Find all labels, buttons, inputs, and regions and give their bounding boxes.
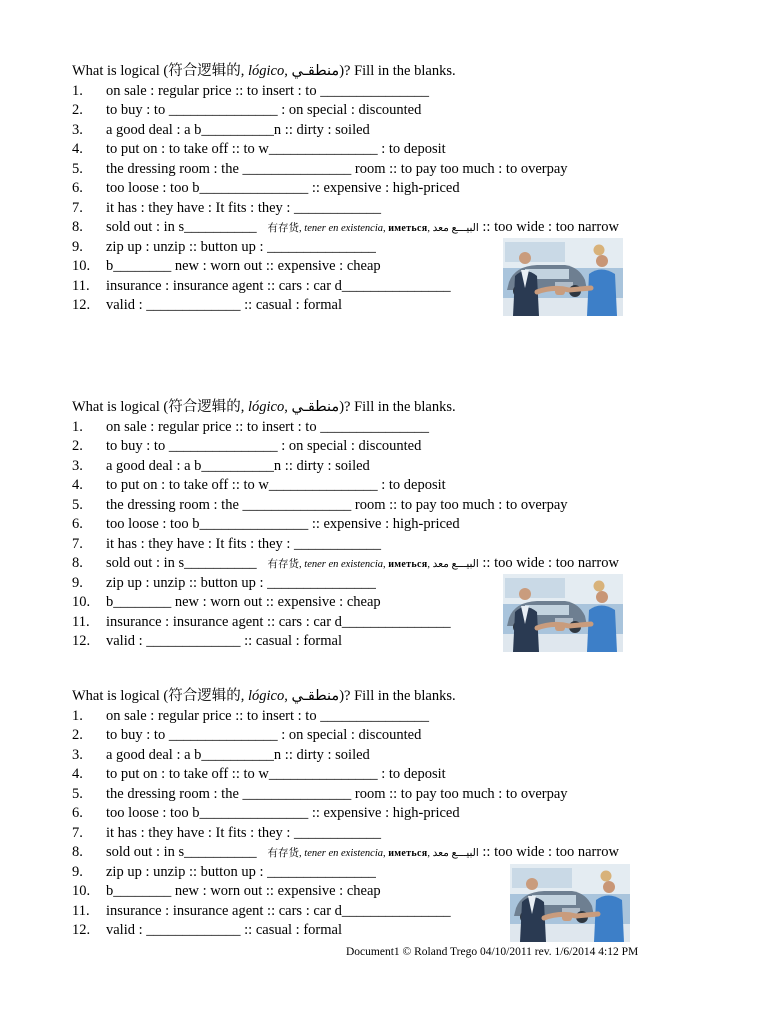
item-text: valid : _____________ :: casual : formal: [106, 922, 342, 938]
exercise-item-5: [72, 160, 712, 180]
item-number: 2.: [72, 727, 83, 743]
item-text: on sale : regular price :: to insert : to _______________: [106, 418, 429, 435]
item-text: on sale : regular price :: to insert : to _______________: [106, 82, 429, 99]
item-number: 4.: [72, 141, 83, 157]
item-text: b________ new : worn out :: expensive : cheap: [106, 258, 381, 274]
title-instruction: )? Fill in the blanks.: [339, 63, 456, 79]
exercise-item-7: [72, 824, 712, 844]
item-number: 9.: [72, 238, 83, 255]
item-number: 5.: [72, 496, 83, 513]
item-number: 12.: [72, 922, 91, 938]
item-text: on sale : regular price :: to insert : to _______________: [106, 707, 429, 724]
item-number: 7.: [72, 535, 83, 552]
item-number: 9.: [72, 863, 83, 880]
item-text: valid : _____________ :: casual : formal: [106, 633, 342, 649]
item-8-prompt: sold out : in s__________: [106, 219, 257, 235]
item-text: the dressing room : the _______________ room :: to pay too much : to overpay: [106, 160, 568, 177]
exercise-item-5: [72, 785, 712, 805]
item-text: a good deal : a b__________n :: dirty : soiled: [106, 746, 370, 763]
item-text: zip up : unzip :: button up : _______________: [106, 238, 376, 255]
item-8-russian-hint: иметься: [388, 559, 428, 570]
item-8-prompt: sold out : in s__________: [106, 555, 257, 571]
item-number: 6.: [72, 516, 83, 532]
title-chinese: 符合逻辑的: [168, 399, 241, 415]
exercise-item-3: [72, 746, 712, 766]
item-text: a good deal : a b__________n :: dirty : soiled: [106, 121, 370, 138]
item-text: too loose : too b_______________ :: expensive : high-priced: [106, 180, 460, 196]
item-number: 2.: [72, 438, 83, 454]
item-text: b________ new : worn out :: expensive : cheap: [106, 594, 381, 610]
item-number: 5.: [72, 160, 83, 177]
exercise-item-6: [72, 179, 712, 199]
worksheet-title: [72, 398, 712, 418]
item-8-russian-hint: иметься: [388, 223, 428, 234]
item-8-arabic-hint: البيـــع معد: [432, 223, 479, 234]
item-number: 4.: [72, 766, 83, 782]
item-8-chinese-hint: 有存货: [267, 223, 300, 234]
title-chinese: 符合逻辑的: [168, 63, 241, 79]
title-text: What is logical (: [72, 399, 169, 415]
title-text: What is logical (: [72, 63, 169, 79]
exercise-item-6: [72, 515, 712, 535]
item-number: 12.: [72, 633, 91, 649]
title-arabic: منطقـي: [291, 399, 340, 415]
item-number: 2.: [72, 102, 83, 118]
exercise-item-5: [72, 496, 712, 516]
item-text: to put on : to take off :: to w_______________ : to deposit: [106, 766, 446, 782]
document-footer: Document1 © Roland Trego 04/10/2011 rev. 1/6/2014 4:12 PM: [346, 946, 639, 958]
item-8-russian-hint: иметься: [388, 848, 428, 859]
item-8-analogy: :: too wide : too narrow: [482, 219, 619, 235]
item-8-analogy: :: too wide : too narrow: [482, 844, 619, 860]
item-text: to buy : to _______________ : on special : discounted: [106, 102, 422, 118]
item-text: b________ new : worn out :: expensive : cheap: [106, 883, 381, 899]
worksheet-title: [72, 687, 712, 707]
exercise-item-8: [72, 218, 712, 238]
exercise-item-4: [72, 765, 712, 785]
item-number: 5.: [72, 785, 83, 802]
item-text: zip up : unzip :: button up : _______________: [106, 574, 376, 591]
item-text: it has : they have : It fits : they : ____________: [106, 199, 382, 216]
worksheet-title: [72, 62, 712, 82]
car-dealership-photo: [503, 574, 623, 652]
car-dealership-photo: [510, 864, 630, 942]
title-separator: ,: [284, 399, 292, 415]
item-8-chinese-hint: 有存货: [267, 848, 300, 859]
item-number: 8.: [72, 555, 83, 571]
item-number: 7.: [72, 199, 83, 216]
item-number: 1.: [72, 82, 83, 99]
item-number: 10.: [72, 258, 91, 274]
item-8-arabic-hint: البيـــع معد: [432, 559, 479, 570]
item-text: sold out : in s__________ 有存货, tener en existencia, иметься, البيـــع معد :: too wide : too narrow: [106, 219, 619, 235]
item-text: insurance : insurance agent :: cars : car d_______________: [106, 902, 451, 919]
item-text: to buy : to _______________ : on special : discounted: [106, 727, 422, 743]
title-separator: ,: [284, 63, 292, 79]
title-separator: ,: [240, 63, 248, 79]
exercise-item-8: [72, 843, 712, 863]
title-spanish: lógico: [247, 399, 285, 415]
item-8-spanish-hint: tener en existencia: [304, 223, 383, 234]
item-number: 3.: [72, 121, 83, 138]
exercise-item-4: [72, 476, 712, 496]
item-8-chinese-hint: 有存货: [267, 559, 300, 570]
exercise-item-3: [72, 457, 712, 477]
item-number: 6.: [72, 180, 83, 196]
exercise-item-1: [72, 707, 712, 727]
item-number: 1.: [72, 707, 83, 724]
title-separator: ,: [284, 688, 292, 704]
exercise-item-2: [72, 101, 712, 121]
title-spanish: lógico: [247, 63, 285, 79]
item-number: 4.: [72, 477, 83, 493]
item-text: valid : _____________ :: casual : formal: [106, 297, 342, 313]
item-number: 8.: [72, 219, 83, 235]
item-8-analogy: :: too wide : too narrow: [482, 555, 619, 571]
item-text: the dressing room : the _______________ room :: to pay too much : to overpay: [106, 785, 568, 802]
exercise-item-8: [72, 554, 712, 574]
item-number: 6.: [72, 805, 83, 821]
item-text: it has : they have : It fits : they : ____________: [106, 535, 382, 552]
item-text: to put on : to take off :: to w_______________ : to deposit: [106, 141, 446, 157]
exercise-item-2: [72, 437, 712, 457]
item-8-spanish-hint: tener en existencia: [304, 559, 383, 570]
exercise-item-1: [72, 82, 712, 102]
item-8-arabic-hint: البيـــع معد: [432, 848, 479, 859]
item-number: 3.: [72, 746, 83, 763]
exercise-item-3: [72, 121, 712, 141]
item-number: 10.: [72, 594, 91, 610]
title-instruction: )? Fill in the blanks.: [339, 688, 456, 704]
item-text: to put on : to take off :: to w_______________ : to deposit: [106, 477, 446, 493]
item-text: too loose : too b_______________ :: expensive : high-priced: [106, 805, 460, 821]
item-text: a good deal : a b__________n :: dirty : soiled: [106, 457, 370, 474]
item-text: the dressing room : the _______________ room :: to pay too much : to overpay: [106, 496, 568, 513]
title-spanish: lógico: [247, 688, 285, 704]
title-separator: ,: [240, 399, 248, 415]
item-number: 12.: [72, 297, 91, 313]
item-text: insurance : insurance agent :: cars : car d_______________: [106, 277, 451, 294]
item-number: 8.: [72, 844, 83, 860]
exercise-item-2: [72, 726, 712, 746]
title-arabic: منطقـي: [291, 688, 340, 704]
title-instruction: )? Fill in the blanks.: [339, 399, 456, 415]
exercise-item-7: [72, 199, 712, 219]
item-8-prompt: sold out : in s__________: [106, 844, 257, 860]
item-text: insurance : insurance agent :: cars : car d_______________: [106, 613, 451, 630]
item-number: 1.: [72, 418, 83, 435]
title-chinese: 符合逻辑的: [168, 688, 241, 704]
exercise-item-6: [72, 804, 712, 824]
item-number: 10.: [72, 883, 91, 899]
item-number: 11.: [72, 613, 90, 630]
exercise-item-1: [72, 418, 712, 438]
title-text: What is logical (: [72, 688, 169, 704]
exercise-item-4: [72, 140, 712, 160]
item-8-spanish-hint: tener en existencia: [304, 848, 383, 859]
title-arabic: منطقـي: [291, 63, 340, 79]
item-number: 9.: [72, 574, 83, 591]
item-number: 3.: [72, 457, 83, 474]
item-number: 11.: [72, 902, 90, 919]
item-text: sold out : in s__________ 有存货, tener en existencia, иметься, البيـــع معد :: too wide : too narrow: [106, 844, 619, 860]
item-number: 7.: [72, 824, 83, 841]
item-text: zip up : unzip :: button up : _______________: [106, 863, 376, 880]
item-text: sold out : in s__________ 有存货, tener en existencia, иметься, البيـــع معد :: too wide : too narrow: [106, 555, 619, 571]
item-text: it has : they have : It fits : they : ____________: [106, 824, 382, 841]
title-separator: ,: [240, 688, 248, 704]
car-dealership-photo: [503, 238, 623, 316]
item-number: 11.: [72, 277, 90, 294]
item-text: too loose : too b_______________ :: expensive : high-priced: [106, 516, 460, 532]
exercise-item-7: [72, 535, 712, 555]
item-text: to buy : to _______________ : on special : discounted: [106, 438, 422, 454]
